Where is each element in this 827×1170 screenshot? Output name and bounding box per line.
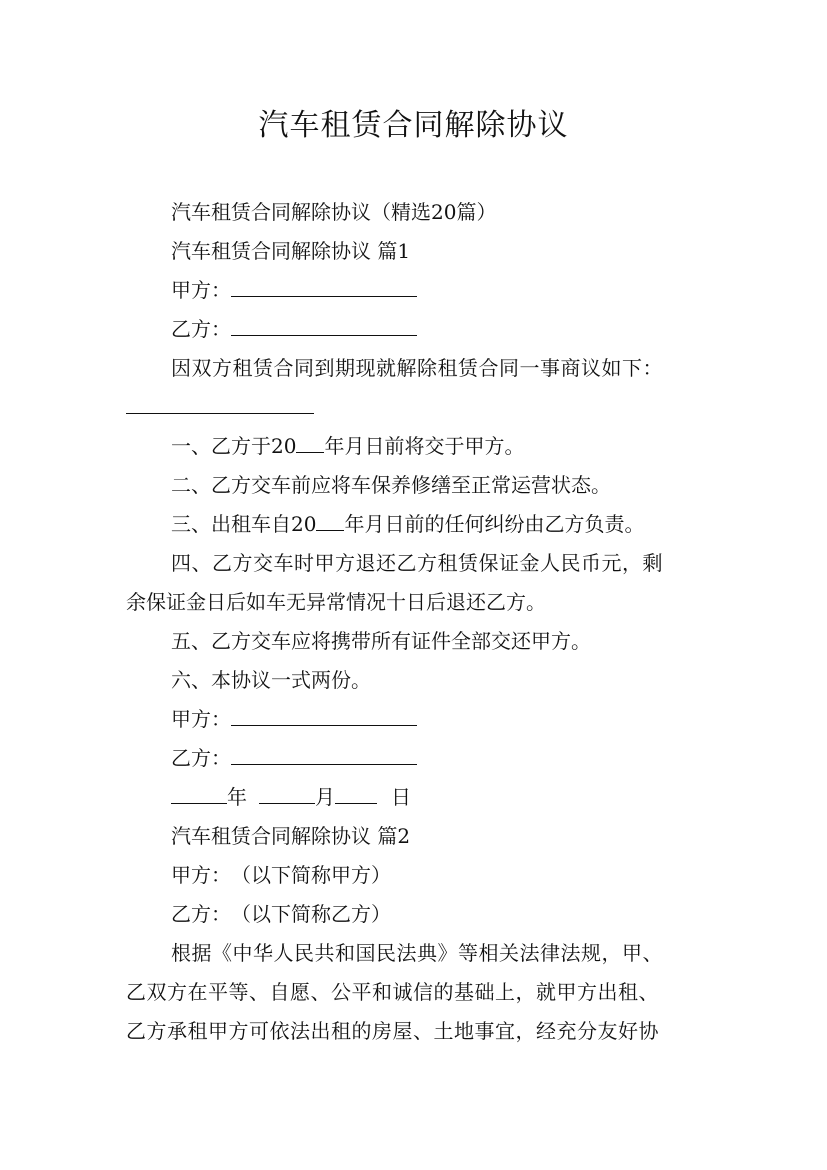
- subtitle-line: [126, 199, 761, 225]
- clause-4-text: 四、乙方交车时甲方退还乙方租赁保证金人民币元，剩: [171, 551, 663, 575]
- signature-party-b-blank: [231, 746, 417, 765]
- date-line: [126, 784, 761, 810]
- intro-paragraph: [126, 355, 761, 381]
- clause-6-text: 六、本协议一式两份。: [171, 668, 371, 692]
- clause-1: [126, 433, 761, 459]
- date-month-blank: [259, 785, 315, 804]
- clause-2: [126, 472, 761, 498]
- signature-party-b-line: [126, 745, 761, 771]
- date-day-blank: [335, 785, 377, 804]
- clause-1-part-2: 年月日前将交于甲方。: [324, 434, 525, 458]
- section-2-party-a-text: 甲方： （以下简称甲方）: [171, 863, 391, 887]
- party-a-blank: [231, 278, 417, 297]
- section-heading-2-text: 汽车租赁合同解除协议 篇2: [171, 824, 411, 848]
- intro-blank: [126, 395, 314, 414]
- signature-party-a-label: 甲方：: [171, 707, 231, 731]
- clause-2-text: 二、乙方交车前应将车保养修缮至正常运营状态。: [171, 473, 611, 497]
- signature-party-b-label: 乙方：: [171, 746, 231, 770]
- party-a-line: [126, 277, 761, 303]
- clause-3-year-blank: [316, 512, 344, 531]
- clause-4-continuation-text: 余保证金日后如车无异常情况十日后退还乙方。: [126, 590, 546, 614]
- clause-1-year-blank: [296, 434, 324, 453]
- date-month-label: 月: [315, 785, 335, 809]
- section-2-paragraph-text-3: 乙方承租甲方可依法出租的房屋、土地事宜，经充分友好协: [126, 1019, 659, 1043]
- clause-3-part-1: 三、出租车自20: [171, 512, 317, 536]
- section-2-paragraph-line-2: [126, 979, 716, 1005]
- intro-text: 因双方租赁合同到期现就解除租赁合同一事商议如下：: [171, 356, 663, 380]
- signature-party-a-line: [126, 706, 761, 732]
- party-b-line: [126, 316, 761, 342]
- section-heading-1-text: 汽车租赁合同解除协议 篇1: [171, 239, 411, 263]
- date-year-label: 年: [227, 785, 247, 809]
- clause-5: [126, 628, 761, 654]
- section-2-paragraph-text-1: 根据《中华人民共和国民法典》等相关法律法规，甲、: [171, 941, 663, 965]
- clause-6: [126, 667, 761, 693]
- document-title: 汽车租赁合同解除协议: [258, 108, 569, 143]
- section-2-paragraph-line-1: [126, 940, 761, 966]
- section-heading-2: [126, 823, 761, 849]
- party-b-blank: [231, 317, 417, 336]
- clause-1-part-1: 一、乙方于20: [171, 434, 297, 458]
- party-a-label: 甲方：: [171, 278, 231, 302]
- section-heading-1: [126, 238, 761, 264]
- section-2-paragraph-text-2: 乙双方在平等、自愿、公平和诚信的基础上，就甲方出租、: [126, 980, 659, 1004]
- clause-5-text: 五、乙方交车应将携带所有证件全部交还甲方。: [171, 629, 591, 653]
- signature-party-a-blank: [231, 707, 417, 726]
- clause-4-continuation: [126, 589, 716, 615]
- clause-4: [126, 550, 761, 576]
- date-year-blank: [171, 785, 227, 804]
- section-2-paragraph-line-3: [126, 1018, 716, 1044]
- clause-3: [126, 511, 761, 537]
- section-2-party-a: [126, 862, 761, 888]
- clause-3-part-2: 年月日前的任何纠纷由乙方负责。: [344, 512, 645, 536]
- intro-blank-line: [126, 394, 716, 420]
- date-day-label: 日: [391, 785, 411, 809]
- section-2-party-b: [126, 901, 761, 927]
- party-b-label: 乙方：: [171, 317, 231, 341]
- section-2-party-b-text: 乙方： （以下简称乙方）: [171, 902, 391, 926]
- subtitle-text: 汽车租赁合同解除协议（精选20篇）: [171, 200, 497, 224]
